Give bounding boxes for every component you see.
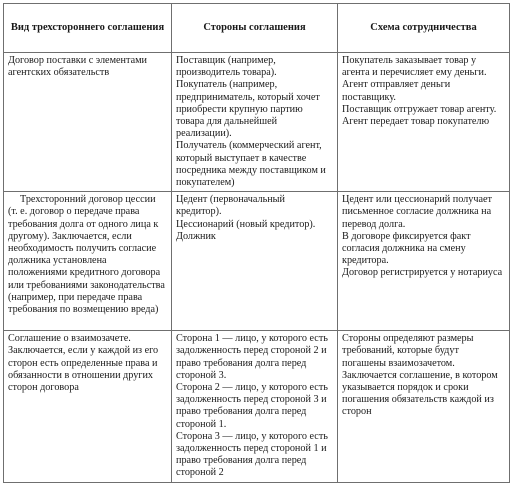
scheme-step: Покупатель заказывает товар у агента и перечисляет ему деньги. (342, 55, 487, 79)
party-item: Поставщик (например, производитель товара). (176, 55, 277, 79)
scheme-step: Агент отправляет деньги поставщику. (342, 79, 451, 103)
header-parties: Стороны соглашения (172, 4, 338, 53)
tripartite-agreements-table (3, 3, 510, 483)
document-page (3, 3, 509, 498)
party-item: Должник (176, 230, 216, 242)
parties-cell (172, 192, 338, 331)
scheme-step: Поставщик отгружает товар агенту. (342, 103, 497, 115)
scheme-cell (338, 192, 510, 331)
header-cooperation-scheme: Схема сотрудничества (338, 4, 510, 53)
header-agreement-type: Вид трехстороннего соглашения (4, 4, 172, 53)
agreement-type-cell (4, 192, 172, 331)
party-item: Сторона 3 — лицо, у которого есть задолженность перед стороной 1 и право требования долга перед стороной 2 (176, 430, 328, 479)
party-item: Цедент (первоначальный кредитор). (176, 194, 285, 218)
table-row (4, 331, 510, 482)
party-item: Получатель (коммерческий агент, который выступает в качестве посредника между поставщиком и покупателем) (176, 140, 326, 189)
parties-cell (172, 331, 338, 482)
party-item: Покупатель (например, предприниматель, который хочет приобрести крупную партию товара для дальнейшей реализации). (176, 79, 320, 140)
agreement-type-text: Договор поставки с элементами агентских обязательств (8, 55, 147, 79)
agreement-type-text: Соглашение о взаимозачете. Заключается, если у каждой из его сторон есть определенные права и обязанности в отношении других сторон договора (8, 333, 159, 394)
agreement-type-text: Трехсторонний договор цессии (т. е. договор о передаче права требования долга от одного лица к другому). Заключается, если необходимость получить согласие должника установлена положениями кредитного договора или требованиями законодательства (например, при передаче права требования по возмещению вреда) (8, 194, 165, 316)
scheme-cell (338, 331, 510, 482)
scheme-step: Цедент или цессионарий получает письменное согласие должника на перевод долга. (342, 194, 492, 230)
scheme-step: Агент передает товар покупателю (342, 116, 490, 128)
party-item: Цессионарий (новый кредитор). (176, 218, 316, 230)
scheme-step: В договоре фиксируется факт согласия должника на смену кредитора. (342, 230, 471, 267)
parties-cell (172, 53, 338, 192)
table-row (4, 53, 510, 192)
table-row (4, 192, 510, 331)
agreement-type-cell (4, 53, 172, 192)
scheme-step: Стороны определяют размеры требований, которые будут погашены взаимозачетом. (342, 333, 474, 369)
scheme-cell (338, 53, 510, 192)
scheme-step: Заключается соглашение, в котором указывается порядок и сроки погашения обязательств каждой из сторон (342, 369, 498, 418)
agreement-type-cell (4, 331, 172, 482)
table-header-row (4, 4, 510, 53)
party-item: Сторона 2 — лицо, у которого есть задолженность перед стороной 3 и право требования долга перед стороной 1. (176, 382, 328, 430)
party-item: Сторона 1 — лицо, у которого есть задолженность перед стороной 2 и право требования долга перед стороной 3. (176, 333, 328, 381)
scheme-step: Договор регистрируется у нотариуса (342, 267, 503, 279)
